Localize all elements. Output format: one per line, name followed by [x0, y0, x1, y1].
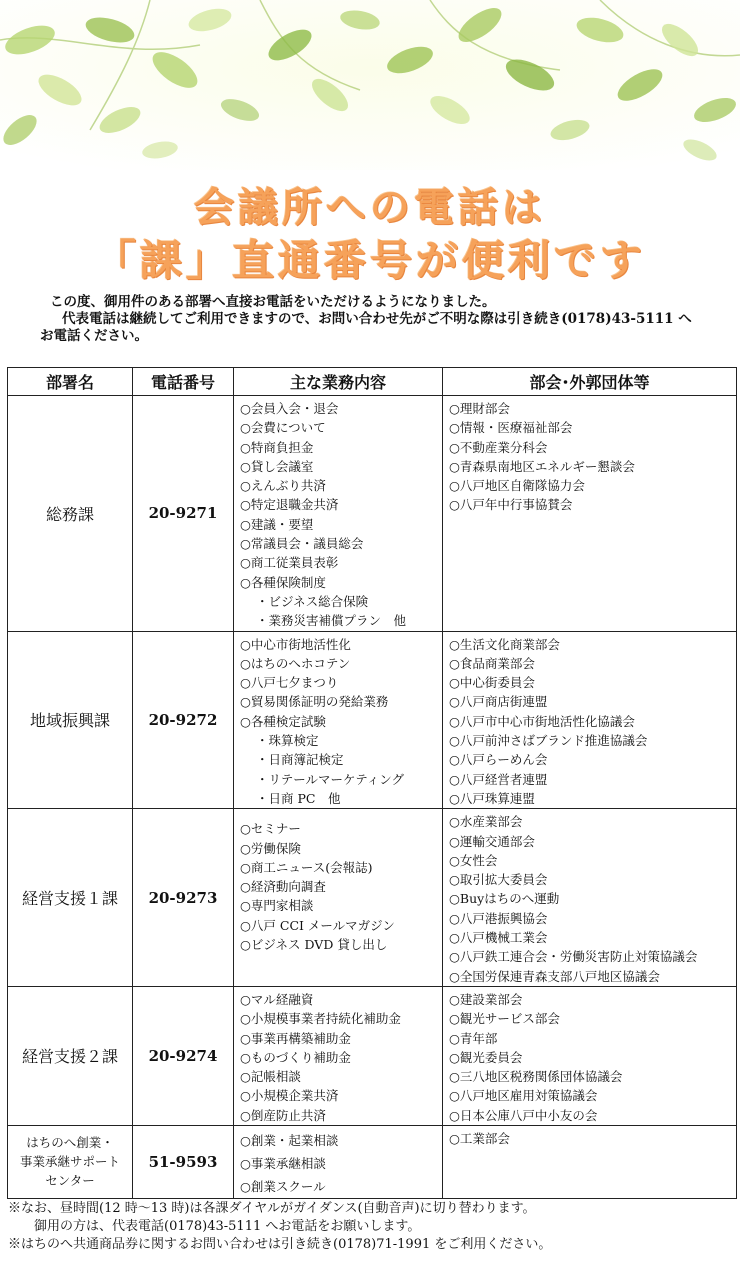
- department-name: 総務課: [8, 396, 133, 632]
- group-item: ○観光委員会: [449, 1049, 523, 1065]
- group-item: ○日本公庫八戸中小友の会: [449, 1107, 598, 1123]
- department-name-line: センター: [45, 1173, 95, 1189]
- duty-item: ○ものづくり補助金: [240, 1049, 351, 1065]
- duty-item: ○商工従業員表彰: [240, 555, 339, 571]
- groups-list: [443, 1125, 737, 1198]
- headline-line-2: 「課」直通番号が便利です: [93, 236, 646, 285]
- group-item: ○八戸商店街連盟: [449, 694, 548, 710]
- header-duties: 主な業務内容: [234, 368, 443, 396]
- duty-subitem: ・日商 PC 他: [256, 790, 341, 806]
- groups-list: [443, 809, 737, 987]
- duty-item: ○常議員会・議員総会: [240, 536, 364, 552]
- table-row-general-affairs: [8, 396, 737, 632]
- group-item: ○八戸機械工業会: [449, 930, 548, 946]
- group-item: ○八戸らーめん会: [449, 752, 548, 768]
- group-item: ○情報・医療福祉部会: [449, 420, 573, 436]
- department-name: [8, 1125, 133, 1198]
- header-phone: 電話番号: [133, 368, 234, 396]
- intro-line-3: お電話ください。: [40, 328, 148, 344]
- group-item: ○八戸経営者連盟: [449, 771, 548, 787]
- duties-list: [234, 986, 443, 1125]
- group-item: ○八戸地区雇用対策協議会: [449, 1088, 598, 1104]
- department-name-line: はちのへ創業・: [26, 1135, 114, 1151]
- group-item: ○理財部会: [449, 401, 510, 416]
- group-item: ○青年部: [449, 1030, 498, 1046]
- duty-item: ○マル経融資: [240, 991, 314, 1007]
- duty-item: ○八戸七夕まつり: [240, 675, 339, 691]
- duty-item: ○各種保険制度: [240, 574, 326, 590]
- table-row-management-support-1: [8, 809, 737, 987]
- duty-item: ○えんぶり共済: [240, 478, 326, 494]
- duty-subitem: ・日商簿記検定: [256, 752, 344, 768]
- header-department: 部署名: [8, 368, 133, 396]
- footer-notes: [8, 1200, 736, 1254]
- group-item: ○運輸交通部会: [449, 833, 535, 849]
- group-item: ○取引拡大委員会: [449, 872, 548, 888]
- phone-number: 20-9274: [133, 986, 234, 1125]
- duty-subitem: ・珠算検定: [256, 733, 319, 749]
- duties-list: [234, 396, 443, 632]
- intro-line-1: この度、御用件のある部署へ直接お電話をいただけるようになりました。: [50, 294, 496, 310]
- group-item: ○不動産業分科会: [449, 439, 548, 455]
- department-name: 経営支援２課: [8, 986, 133, 1125]
- phone-number: 20-9272: [133, 631, 234, 809]
- group-item: ○八戸前沖さばブランド推進協議会: [449, 733, 648, 749]
- group-item: ○工業部会: [449, 1130, 510, 1146]
- group-item: ○八戸港振興協会: [449, 910, 548, 926]
- duty-item: ○記帳相談: [240, 1069, 301, 1085]
- duty-item: ○商工ニュース(会報誌): [240, 859, 373, 875]
- group-item: ○Buyはちのへ運動: [449, 891, 560, 907]
- duty-item: ○経済動向調査: [240, 879, 326, 895]
- table-row-regional-promotion: [8, 631, 737, 809]
- group-item: ○八戸鉄工連合会・労働災害防止対策協議会: [449, 949, 698, 965]
- duty-item: ○事業再構築補助金: [240, 1030, 351, 1046]
- table-row-startup-center: [8, 1125, 737, 1198]
- duty-item: ○貸し会議室: [240, 458, 314, 474]
- duty-item: ○事業承継相談: [240, 1155, 326, 1171]
- duty-item: ○特定退職金共済: [240, 497, 339, 513]
- duty-subitem: ・ビジネス総合保険: [256, 593, 369, 609]
- groups-list: [443, 396, 737, 632]
- footer-line-3: ※はちのへ共通商品券に関するお問い合わせは引き続き(0178)71-1991 をご利用ください。: [8, 1237, 552, 1252]
- duty-item: ○はちのへホコテン: [240, 655, 351, 671]
- duty-item: ○創業・起業相談: [240, 1132, 339, 1148]
- duties-list: [234, 809, 443, 987]
- intro-line-2: 代表電話は継続してご利用できますので、お問い合わせ先がご不明な際は引き続き(0178)43-5111 へ: [62, 311, 692, 327]
- duty-item: ○小規模企業共済: [240, 1088, 339, 1104]
- group-item: ○八戸年中行事協賛会: [449, 497, 573, 513]
- duty-item: ○各種検定試験: [240, 713, 326, 729]
- duty-item: ○貿易関係証明の発給業務: [240, 694, 389, 710]
- duties-list: [234, 1125, 443, 1198]
- footer-line-1: ※なお、昼時間(12 時～13 時)は各課ダイヤルがガイダンス(自動音声)に切り替わります。: [8, 1201, 536, 1216]
- duty-subitem: ・業務災害補償プラン 他: [256, 613, 407, 629]
- group-item: ○全国労保連青森支部八戸地区協議会: [449, 968, 660, 984]
- group-item: ○青森県南地区エネルギー懇談会: [449, 458, 635, 474]
- department-name: 地域振興課: [8, 631, 133, 809]
- group-item: ○水産業部会: [449, 814, 523, 830]
- intro-text: [40, 294, 720, 345]
- group-item: ○三八地区税務関係団体協議会: [449, 1069, 623, 1085]
- group-item: ○八戸市中心市街地活性化協議会: [449, 713, 635, 729]
- duty-item: ○セミナー: [240, 821, 301, 837]
- group-item: ○生活文化商業部会: [449, 636, 560, 652]
- group-item: ○食品商業部会: [449, 655, 535, 671]
- group-item: ○観光サービス部会: [449, 1011, 560, 1027]
- phone-number: 20-9273: [133, 809, 234, 987]
- duty-item: ○ビジネス DVD 貸し出し: [240, 937, 388, 953]
- duty-item: ○倒産防止共済: [240, 1107, 326, 1123]
- footer-line-2: 御用の方は、代表電話(0178)43-5111 へお電話をお願いします。: [34, 1219, 421, 1234]
- phone-number: 51-9593: [133, 1125, 234, 1198]
- department-table: [7, 367, 737, 1199]
- duty-item: ○中心市街地活性化: [240, 636, 351, 652]
- leaf-banner-image: [0, 0, 740, 170]
- department-name: 経営支援１課: [8, 809, 133, 987]
- department-name-line: 事業承継サポート: [19, 1154, 120, 1170]
- duty-subitem: ・リテールマーケティング: [256, 771, 405, 787]
- group-item: ○建設業部会: [449, 991, 523, 1007]
- group-item: ○八戸珠算連盟: [449, 790, 535, 806]
- groups-list: [443, 986, 737, 1125]
- duties-list: [234, 631, 443, 809]
- duty-item: ○八戸 CCI メールマガジン: [240, 917, 395, 933]
- duty-item: ○小規模事業者持続化補助金: [240, 1011, 401, 1027]
- duty-item: ○労働保険: [240, 840, 301, 856]
- duty-item: ○建議・要望: [240, 516, 314, 532]
- duty-item: ○会員入会・退会: [240, 401, 339, 416]
- group-item: ○中心街委員会: [449, 675, 535, 691]
- headline-line-1: 会議所への電話は: [194, 185, 546, 231]
- duty-item: ○会費について: [240, 420, 326, 436]
- duty-item: ○創業スクール: [240, 1178, 326, 1194]
- duty-item: ○専門家相談: [240, 898, 314, 914]
- group-item: ○八戸地区自衛隊協力会: [449, 478, 585, 494]
- phone-number: 20-9271: [133, 396, 234, 632]
- table-row-management-support-2: [8, 986, 737, 1125]
- table-header-row: [8, 368, 737, 396]
- header-groups: 部会･外郭団体等: [443, 368, 737, 396]
- duty-item: ○特商負担金: [240, 439, 314, 455]
- group-item: ○女性会: [449, 852, 498, 868]
- groups-list: [443, 631, 737, 809]
